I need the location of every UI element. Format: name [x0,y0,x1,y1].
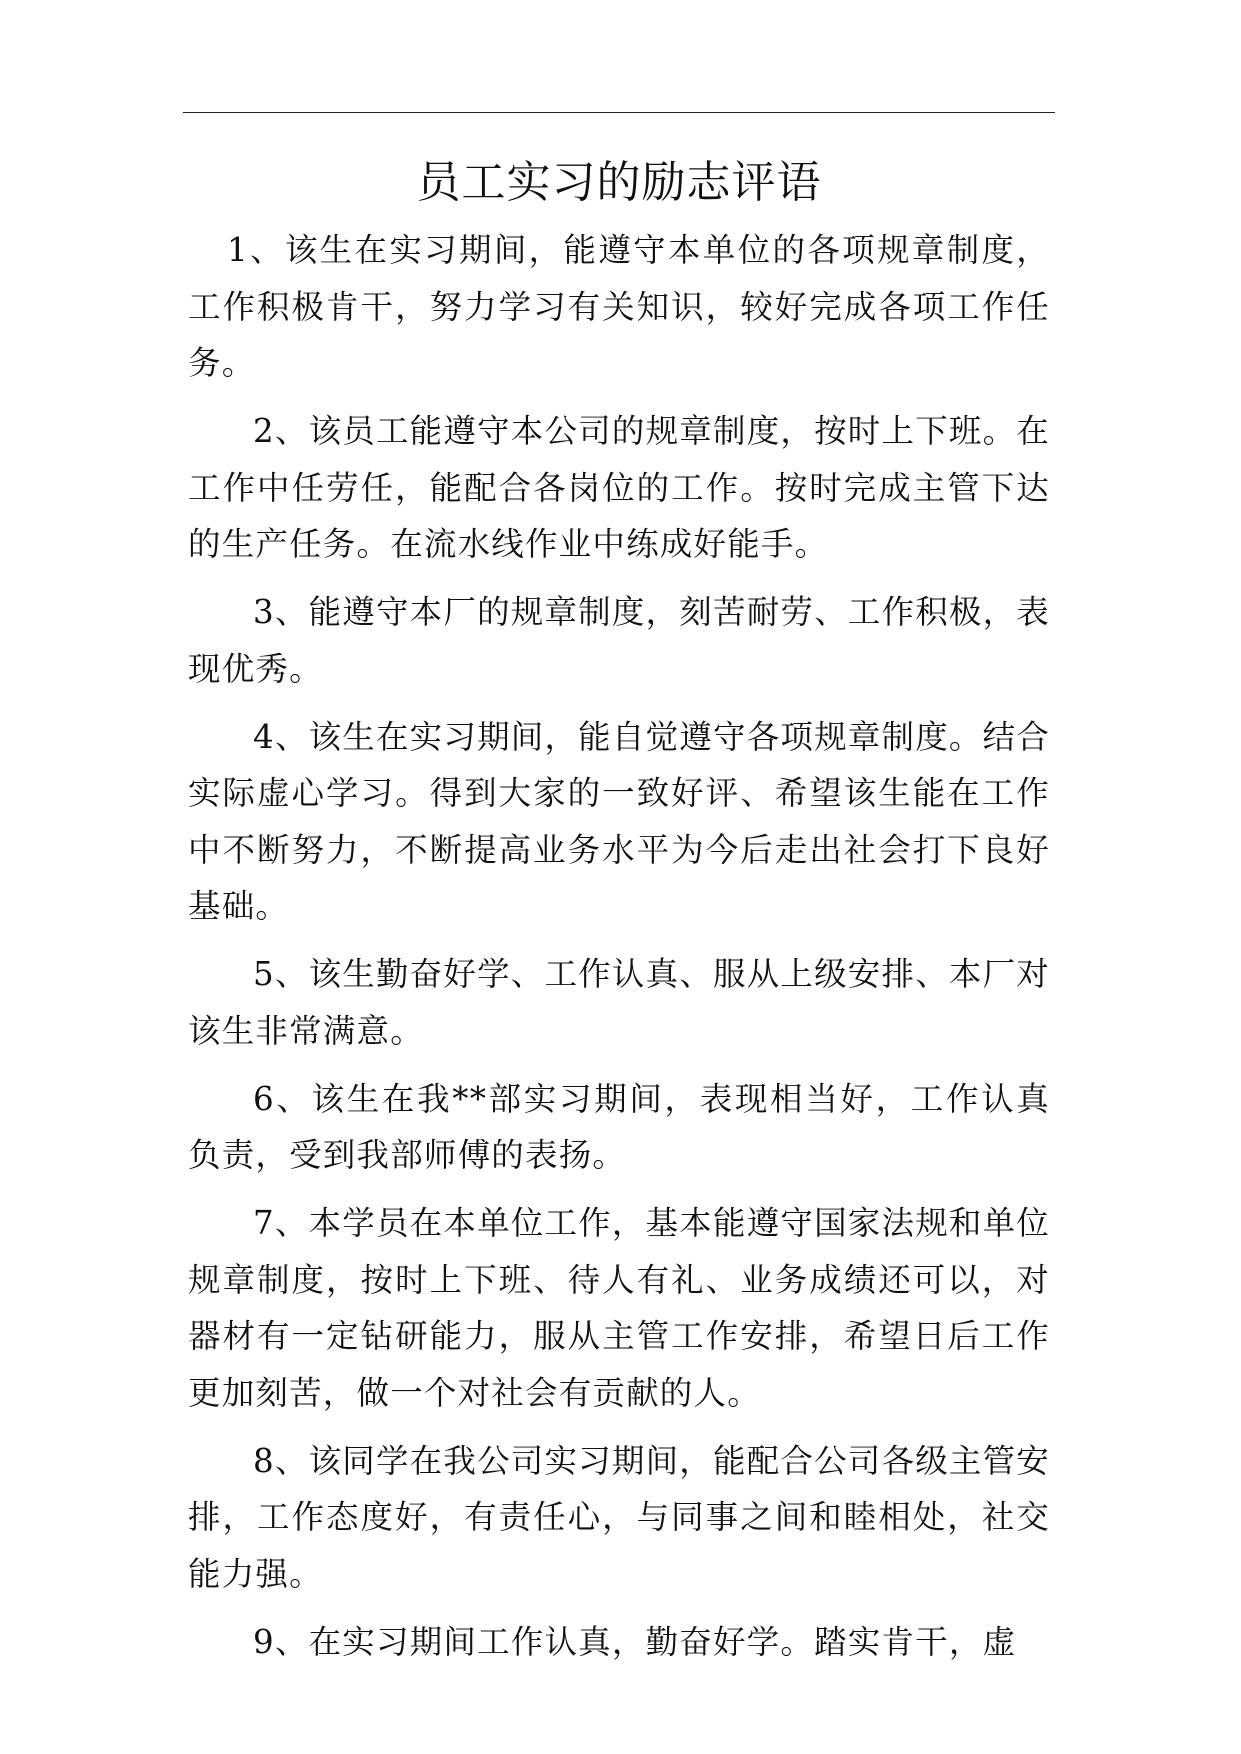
paragraph-8: 8、该同学在我公司实习期间，能配合公司各级主管安排，工作态度好，有责任心，与同事之间和睦相处，社交能力强。 [188,1441,1050,1593]
document-body [188,222,1050,1682]
paragraph-3: 3、能遵守本厂的规章制度，刻苦耐劳、工作积极，表现优秀。 [188,593,1050,688]
header-rule [183,112,1055,113]
document-title: 员工实习的励志评语 [416,157,822,208]
paragraph-4: 4、该生在实习期间，能自觉遵守各项规章制度。结合实际虚心学习。得到大家的一致好评、希望该生能在工作中不断努力，不断提高业务水平为今后走出社会打下良好基础。 [188,717,1050,925]
paragraph-1: 1、该生在实习期间，能遵守本单位的各项规章制度，工作积极肯干，努力学习有关知识，较好完成各项工作任务。 [188,231,1050,382]
paragraph-9: 9、在实习期间工作认真，勤奋好学。踏实肯干，虚 [253,1622,1017,1661]
paragraph-7: 7、本学员在本单位工作，基本能遵守国家法规和单位规章制度，按时上下班、待人有礼、业务成绩还可以，对器材有一定钻研能力，服从主管工作安排，希望日后工作更加刻苦，做一个对社会有贡献的人。 [188,1204,1050,1412]
paragraph-6: 6、该生在我**部实习期间，表现相当好，工作认真负责，受到我部师傅的表扬。 [188,1079,1050,1174]
paragraph-2: 2、该员工能遵守本公司的规章制度，按时上下班。在工作中任劳任，能配合各岗位的工作。按时完成主管下达的生产任务。在流水线作业中练成好能手。 [188,412,1050,563]
paragraph-5: 5、该生勤奋好学、工作认真、服从上级安排、本厂对该生非常满意。 [188,955,1050,1050]
